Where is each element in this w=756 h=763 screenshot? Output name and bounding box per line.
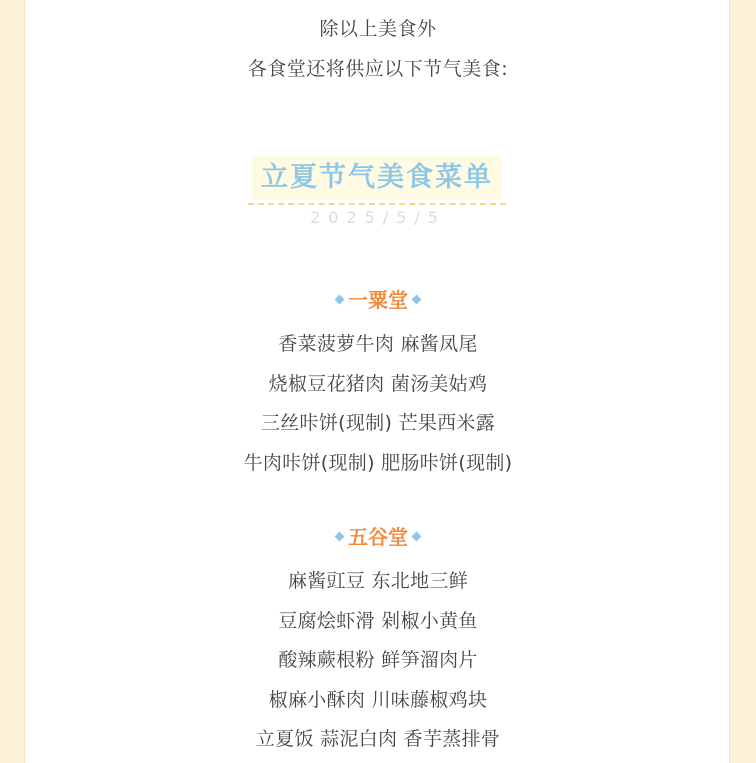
dish-line: 三丝咔饼(现制) 芒果西米露 <box>260 412 496 434</box>
menu-title-block <box>248 156 506 204</box>
dish-line: 烧椒豆花猪肉 菌汤美姑鸡 <box>268 373 488 395</box>
dish-line: 牛肉咔饼(现制) 肥肠咔饼(现制) <box>243 452 513 474</box>
diamond-bullet-icon <box>335 532 345 542</box>
dish-line: 立夏饭 蒜泥白肉 香芋蒸排骨 <box>255 728 501 750</box>
dish-line: 豆腐烩虾滑 剁椒小黄鱼 <box>278 610 478 632</box>
diamond-bullet-icon <box>412 295 422 305</box>
section-name: 一粟堂 <box>348 288 408 312</box>
section-heading-wugutang <box>0 521 756 550</box>
dish-line: 香菜菠萝牛肉 麻酱凤尾 <box>278 333 478 355</box>
dish-line: 麻酱豇豆 东北地三鲜 <box>287 570 469 592</box>
diamond-bullet-icon <box>412 532 422 542</box>
intro-line-2: 各食堂还将供应以下节气美食: <box>247 58 509 80</box>
section-heading-yisutang <box>0 284 756 313</box>
intro-line-1: 除以上美食外 <box>319 18 437 40</box>
menu-title: 立夏节气美食菜单 <box>261 162 493 193</box>
dish-line: 酸辣蕨根粉 鲜笋溜肉片 <box>278 649 478 671</box>
diamond-bullet-icon <box>335 295 345 305</box>
menu-date: 2025/5/5 <box>310 208 446 227</box>
menu-title-dashed-divider <box>248 203 506 205</box>
dish-line: 椒麻小酥肉 川味藤椒鸡块 <box>268 689 488 711</box>
section-name: 五谷堂 <box>348 525 408 549</box>
